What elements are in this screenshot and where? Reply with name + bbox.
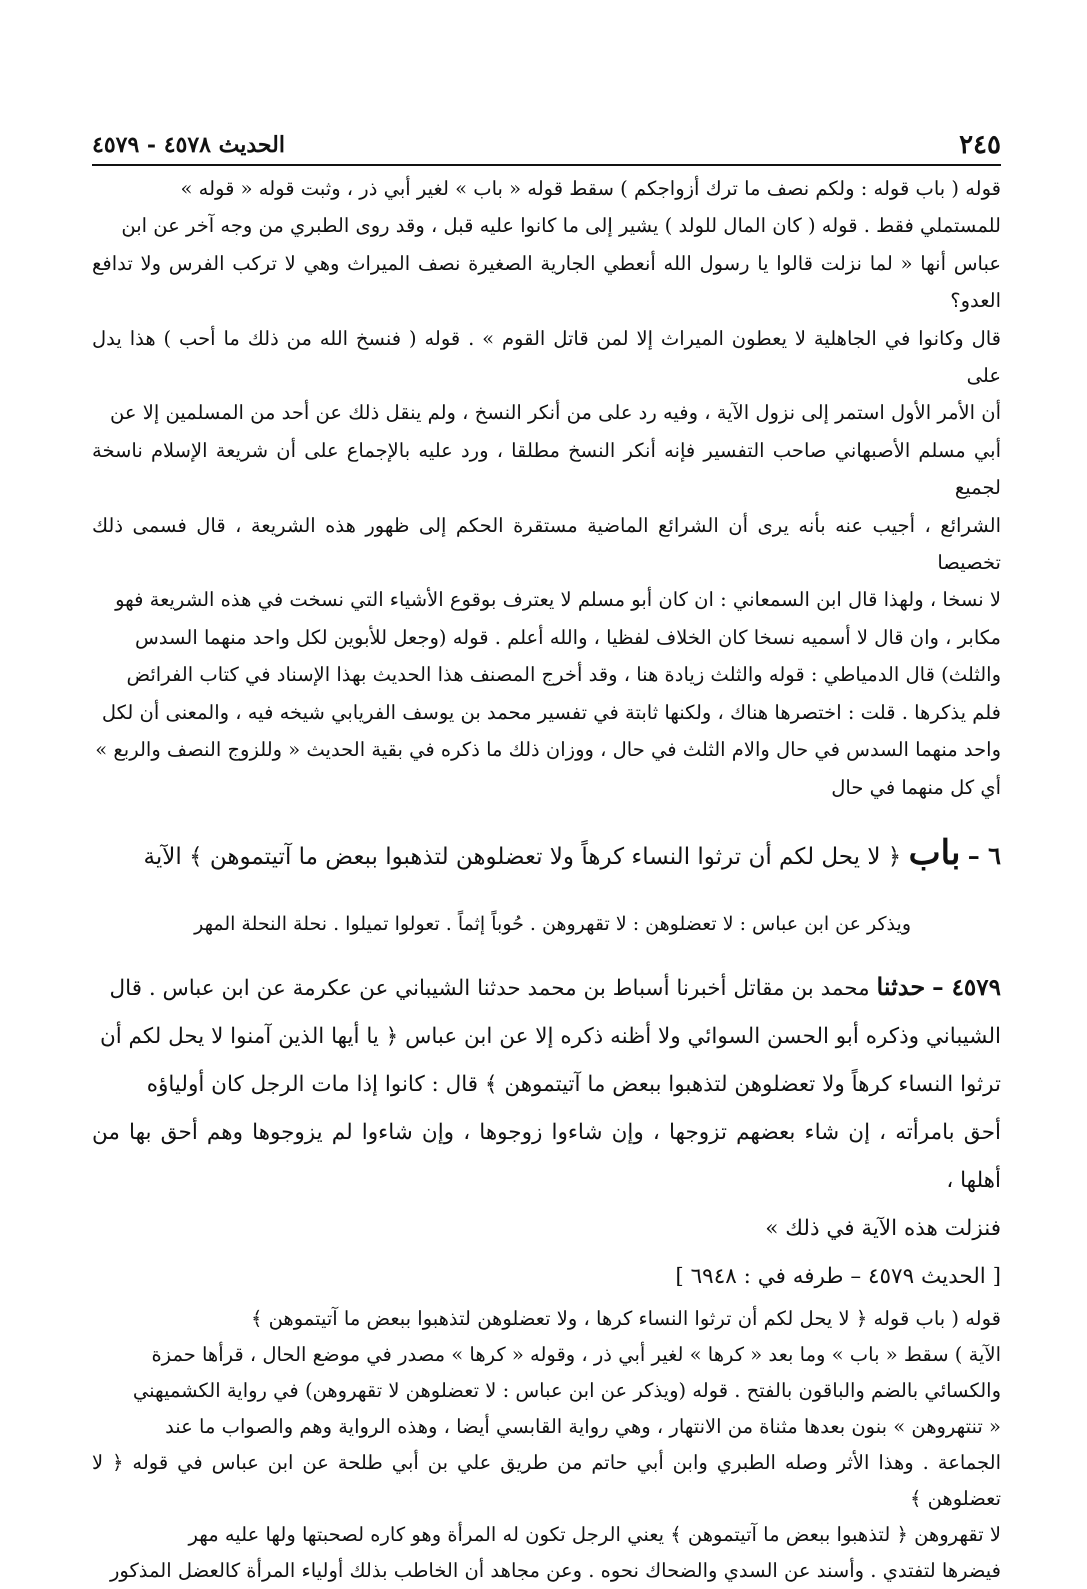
commentary-line: لا نسخا ، ولهذا قال ابن السمعاني : ان كان أبو مسلم لا يعترف بوقوع الأشياء التي نسخت في هذه الشريعة فهو: [115, 588, 1001, 612]
commentary-line: واحد منهما السدس في حال والام الثلث في حال ، ووزان ذلك ما ذكره في بقية الحديث « وللزوج النصف والربع »: [95, 738, 1001, 762]
chapter-heading: [92, 829, 1001, 944]
hadith-line-text: محمد بن مقاتل أخبرنا أسباط بن محمد حدثنا الشيباني عن عكرمة عن ابن عباس . قال: [109, 975, 870, 1001]
commentary-line: فيضرها لتفتدي . وأسند عن السدي والضحاك نحوه . وعن مجاهد أن الخاطب بذلك أولياء المرأة كالعضل المذكور: [110, 1558, 1001, 1582]
page-header: [92, 118, 1001, 166]
chapter-verse: ﴿ لا يحل لكم أن ترثوا النساء كرهاً ولا تعضلوهن لتذهبوا ببعض ما آتيتموهن ﴾ الآية: [143, 843, 902, 870]
hadith-text: [92, 963, 1001, 1301]
commentary-section-2: [92, 1301, 1001, 1589]
commentary-line: الجماعة . وهذا الأثر وصله الطبري وابن أبي حاتم من طريق علي بن أبي طلحة عن ابن عباس في قوله ﴿ لا تعضلوهن ﴾: [92, 1450, 1001, 1510]
chapter-bab-label: باب: [908, 832, 961, 873]
commentary-line: أن الأمر الأول استمر إلى نزول الآية ، وفيه رد على من أنكر النسخ ، ولم ينقل ذلك عن أحد من المسلمين إلا عن: [110, 401, 1001, 425]
hadith-line: فنزلت هذه الآية في ذلك »: [765, 1215, 1001, 1241]
chapter-subnote: ويذكر عن ابن عباس : لا تعضلوهن : لا تقهروهن . حُوباً إثماً . تعولوا تميلوا . نحلة النحلة المهر: [194, 912, 911, 935]
chapter-number: ٦ –: [967, 840, 1001, 870]
commentary-line: لا تقهروهن ﴿ لتذهبوا ببعض ما آتيتموهن ﴾ يعني الرجل تكون له المرأة وهو كاره لصحبتها ولها عليه مهر: [188, 1522, 1001, 1546]
commentary-line: مكابر ، وان قال لا أسميه نسخا كان الخلاف لفظيا ، والله أعلم . قوله (وجعل للأبوين لكل واحد منهما السدس: [135, 625, 1001, 649]
hadith-line: [92, 963, 1001, 1013]
running-title: الحديث ٤٥٧٨ - ٤٥٧٩: [92, 132, 285, 158]
hadith-line: ترثوا النساء كرهاً ولا تعضلوهن لتذهبوا ببعض ما آتيتموهن ﴾ قال : كانوا إذا مات الرجل كان أولياؤه: [146, 1071, 1001, 1097]
commentary-line: والثلث) قال الدمياطي : قوله والثلث زيادة هنا ، وقد أخرج المصنف هذا الحديث بهذا الإسناد في كتاب الفرائض: [126, 663, 1001, 687]
commentary-line: فلم يذكرها . قلت : اختصرها هناك ، ولكنها ثابتة في تفسير محمد بن يوسف الفريابي شيخه فيه ، والمعنى أن لكل: [101, 700, 1001, 724]
hadith-cross-reference: [ الحديث ٤٥٧٩ – طرفه في : ٦٩٤٨ ]: [675, 1263, 1001, 1289]
commentary-line: قوله ( باب قوله : ولكم نصف ما ترك أزواجكم ) سقط قوله « باب » لغير أبي ذر ، وثبت قوله « قوله »: [180, 177, 1001, 200]
commentary-line: قوله ( باب قوله ﴿ لا يحل لكم أن ترثوا النساء كرها ، ولا تعضلوهن لتذهبوا ببعض ما آتيتموهن ﴾: [250, 1306, 1001, 1330]
chapter-title-line: [92, 829, 1001, 881]
commentary-line: الآية ) سقط « باب » وما بعد « كرها » لغير أبي ذر ، وقوله « كرها » مصدر في موضع الحال ، قرأها حمزة: [151, 1342, 1001, 1366]
commentary-line: قال وكانوا في الجاهلية لا يعطون الميراث إلا لمن قاتل القوم » . قوله ( فنسخ الله من ذلك ما أحب ) هذا يدل على: [92, 326, 1001, 388]
hadith-line: أحق بامرأته ، إن شاء بعضهم تزوجها ، وإن شاءوا زوجوها ، وإن شاءوا لم يزوجوها وهم أحق بها من أهلها ،: [92, 1119, 1001, 1193]
commentary-line: « تنتهروهن » بنون بعدها مثناة من الانتهار ، وهي رواية القابسي أيضا ، وهذه الرواية وهم والصواب ما عند: [165, 1414, 1001, 1438]
hadith-line: الشيباني وذكره أبو الحسن السوائي ولا أظنه ذكره إلا عن ابن عباس ﴿ يا أيها الذين آمنوا لا يحل لكم أن: [99, 1023, 1001, 1049]
commentary-line: عباس أنها « لما نزلت قالوا يا رسول الله أنعطي الجارية الصغيرة نصف الميراث وهي لا تركب الفرس ولا تدافع العدو؟: [92, 251, 1001, 313]
hadith-number: ٤٥٧٩ –: [932, 973, 1001, 1001]
commentary-line: أبي مسلم الأصبهاني صاحب التفسير فإنه أنكر النسخ مطلقا ، ورد عليه بالإجماع على أن شريعة الإسلام ناسخة لجميع: [92, 438, 1001, 500]
page-number: ٢٤٥: [959, 130, 1001, 160]
hadith-label: حدثنا: [876, 971, 926, 1001]
commentary-line: الشرائع ، أجيب عنه بأنه يرى أن الشرائع الماضية مستقرة الحكم إلى ظهور هذه الشريعة ، قال فسمى ذلك تخصيصا: [92, 513, 1001, 575]
commentary-line: للمستملي فقط . قوله ( كان المال للولد ) يشير إلى ما كانوا عليه قبل ، وقد روى الطبري من وجه آخر عن ابن: [121, 214, 1001, 238]
commentary-line: والكسائي بالضم والباقون بالفتح . قوله (ويذكر عن ابن عباس : لا تعضلوهن لا تقهروهن) في رواية الكشميهني: [132, 1378, 1001, 1402]
commentary-line: أي كل منهما في حال: [831, 775, 1001, 799]
commentary-section-1: [92, 170, 1001, 806]
page-content: [92, 170, 1001, 1589]
